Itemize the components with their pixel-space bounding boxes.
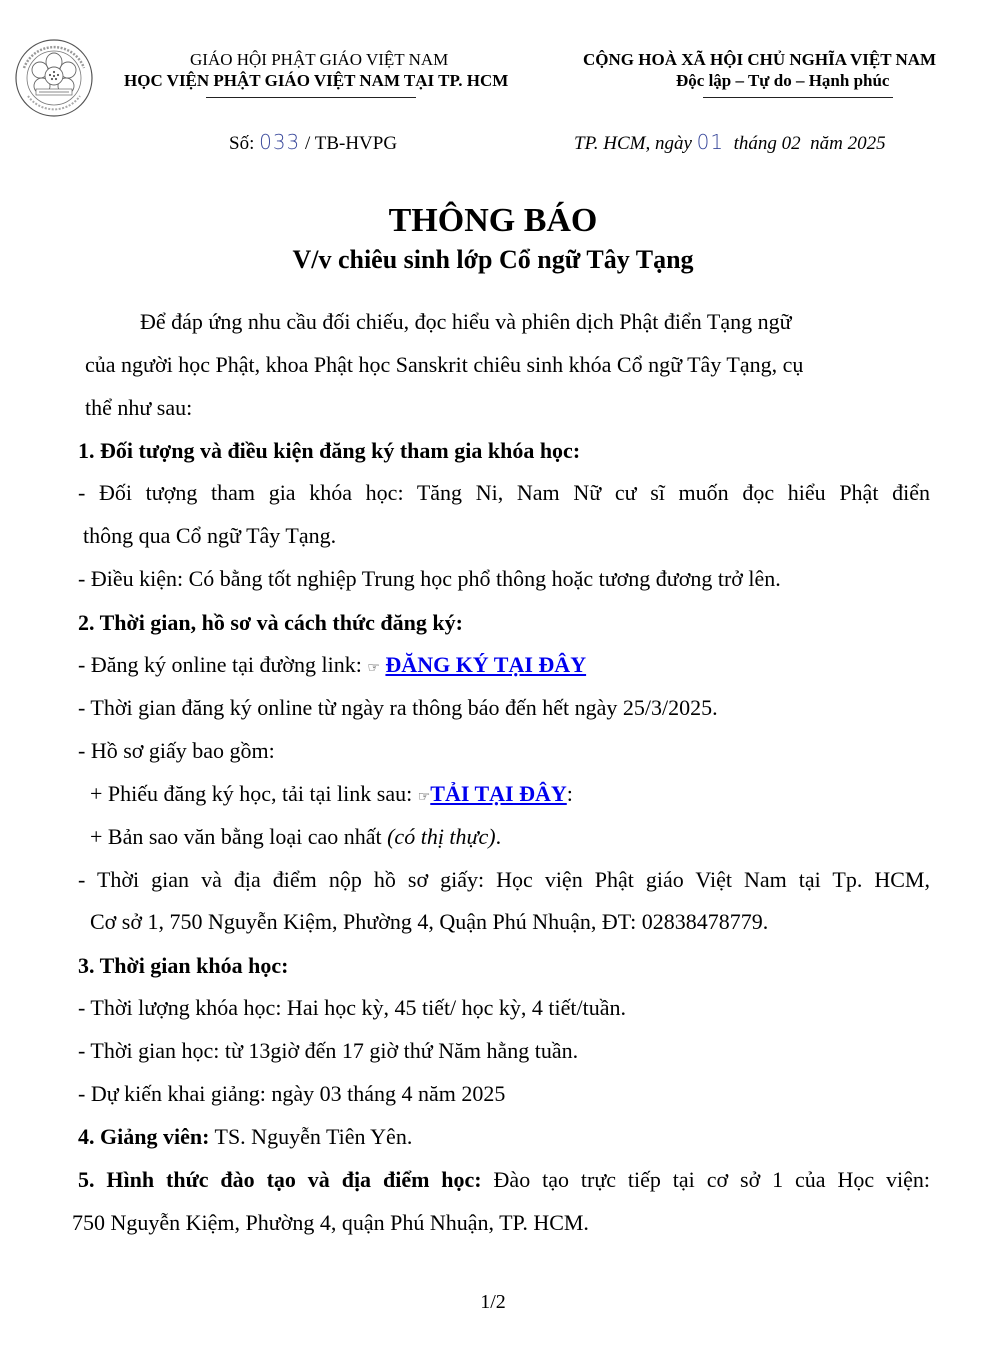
document-date (574, 130, 886, 155)
registration-form-line (90, 781, 573, 807)
training-format-line (78, 1167, 930, 1193)
reference-suffix: / TB-HVPG (300, 133, 398, 154)
date-prefix: TP. HCM, ngày (574, 133, 697, 154)
diploma-copy-end: . (495, 824, 502, 849)
registration-form-colon: : (566, 781, 573, 806)
training-format-value: Đào tạo trực tiếp tại cơ sở 1 của Học viện: (481, 1167, 930, 1192)
diploma-copy-line (90, 824, 501, 850)
reference-number: 033 (259, 130, 301, 154)
lecturer-name: TS. Nguyễn Tiên Yên. (209, 1124, 413, 1149)
page-number: 1/2 (480, 1291, 506, 1313)
page-subtitle: V/v chiêu sinh lớp Cổ ngữ Tây Tạng (292, 245, 694, 274)
intro-line-3: thể như sau: (85, 395, 193, 420)
registration-form-label: + Phiếu đăng ký học, tải tại link sau: (90, 781, 418, 806)
course-duration: - Thời lượng khóa học: Hai học kỳ, 45 tiết/ học kỳ, 4 tiết/tuần. (78, 995, 627, 1020)
header-right-divider (703, 97, 893, 98)
register-link[interactable]: ĐĂNG KÝ TẠI ĐÂY (385, 652, 587, 677)
lecturer-line (78, 1124, 412, 1150)
institute-name: HỌC VIỆN PHẬT GIÁO VIỆT NAM TẠI TP. HCM (124, 71, 509, 90)
institute-seal-logo (12, 38, 96, 118)
section-1-heading: 1. Đối tượng và điều kiện đăng ký tham gia khóa học: (78, 438, 581, 463)
training-address: 750 Nguyễn Kiệm, Phường 4, quận Phú Nhuận, TP. HCM. (72, 1210, 589, 1235)
section-1-audience: - Đối tượng tham gia khóa học: Tăng Ni, Nam Nữ cư sĩ muốn đọc hiểu Phật điển (78, 480, 930, 505)
submission-address: Cơ sở 1, 750 Nguyễn Kiệm, Phường 4, Quận Phú Nhuận, ĐT: 02838478779. (90, 909, 769, 934)
section-4-heading: 4. Giảng viên: (78, 1124, 210, 1149)
section-2-heading: 2. Thời gian, hồ sơ và cách thức đăng ký: (78, 610, 463, 635)
diploma-copy-note: (có thị thực) (387, 824, 496, 849)
pointing-hand-icon: ☞ (367, 660, 380, 676)
intro-line-1: Để đáp ứng nhu cầu đối chiếu, đọc hiểu và phiên dịch Phật điển Tạng ngữ (140, 309, 792, 334)
national-title: CỘNG HOÀ XÃ HỘI CHỦ NGHĨA VIỆT NAM (583, 50, 937, 69)
date-day: 01 (696, 130, 725, 154)
header-left-divider (206, 97, 416, 98)
reference-prefix: Số: (229, 133, 260, 154)
online-registration-line (78, 652, 586, 678)
document-reference (229, 130, 397, 155)
paper-docs-label: - Hồ sơ giấy bao gồm: (78, 738, 275, 763)
church-name: GIÁO HỘI PHẬT GIÁO VIỆT NAM (190, 50, 449, 69)
download-form-link[interactable]: TẢI TẠI ĐÂY (430, 781, 567, 806)
national-motto: Độc lập – Tự do – Hạnh phúc (676, 71, 890, 90)
section-5-heading: 5. Hình thức đào tạo và địa điểm học: (78, 1167, 482, 1192)
institute-seal-lotus-icon (12, 38, 96, 118)
course-opening-date: - Dự kiến khai giảng: ngày 03 tháng 4 năm 2025 (78, 1081, 506, 1106)
pointing-hand-icon: ☞ (417, 789, 431, 805)
section-1-requirement: - Điều kiện: Có bằng tốt nghiệp Trung học phổ thông hoặc tương đương trở lên. (78, 566, 781, 591)
diploma-copy-label: + Bản sao văn bằng loại cao nhất (90, 824, 388, 849)
section-3-heading: 3. Thời gian khóa học: (78, 953, 289, 978)
intro-line-2: của người học Phật, khoa Phật học Sanskrit chiêu sinh khóa Cổ ngữ Tây Tạng, cụ (85, 352, 804, 377)
registration-deadline: - Thời gian đăng ký online từ ngày ra thông báo đến hết ngày 25/3/2025. (78, 695, 718, 720)
page-title: THÔNG BÁO (388, 202, 598, 239)
online-registration-label: - Đăng ký online tại đường link: (78, 652, 368, 677)
section-1-audience-cont: thông qua Cổ ngữ Tây Tạng. (83, 523, 337, 548)
date-month-year: tháng 02 năm 2025 (724, 133, 886, 154)
course-schedule: - Thời gian học: từ 13giờ đến 17 giờ thứ Năm hằng tuần. (78, 1038, 579, 1063)
submission-info: - Thời gian và địa điểm nộp hồ sơ giấy: Học viện Phật giáo Việt Nam tại Tp. HCM, (78, 867, 930, 892)
